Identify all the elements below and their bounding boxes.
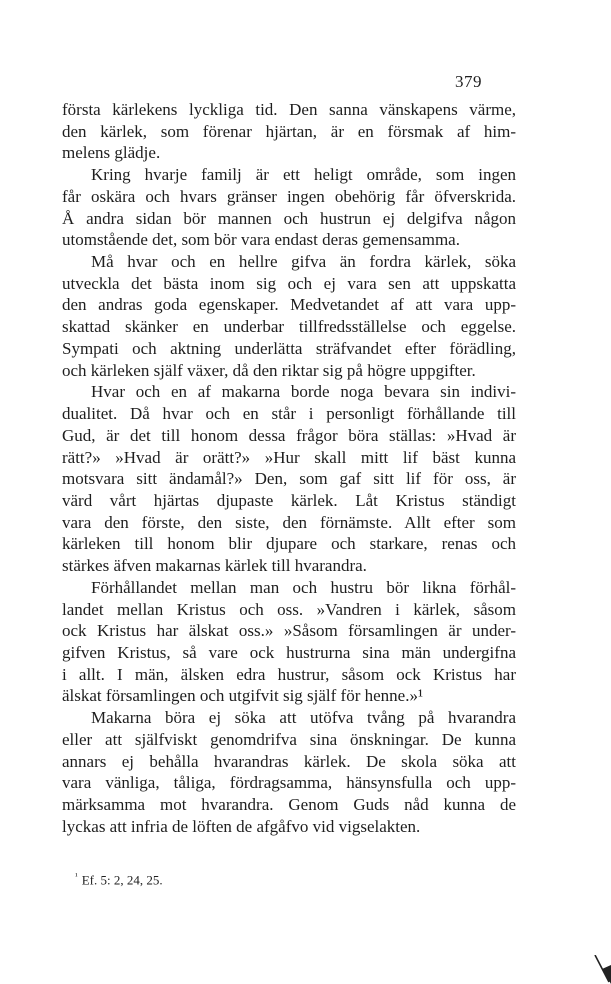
text-line: lyckas att infria de löften de afgåfvo vid vigselakten. (62, 816, 421, 836)
footnote-text: Ef. 5: 2, 24, 25. (81, 872, 163, 888)
text-line: Gud, är det till honom dessa frågor böra ställas: »Hvad är (62, 425, 516, 445)
text-line: Hvar och en af makarna borde noga bevara sin indivi- (91, 382, 516, 402)
scan-edge-fill (602, 965, 611, 984)
text-line: märksamma mot hvarandra. Genom Guds nåd kunna de (62, 795, 516, 814)
text-line: vara den förste, den siste, den förnämste. Allt efter som (62, 512, 516, 532)
text-line: Sympati och aktning underlätta sträfvandet efter förädling, (62, 338, 516, 358)
text-line: Makarna böra ej söka att utöfva tvång på hvarandra (91, 708, 516, 728)
text-line: melens glädje. (62, 143, 161, 163)
text-line: älskat församlingen och utgifvit sig själf för henne.»¹ (62, 686, 424, 706)
text-line: i allt. I män, älsken edra hustrur, såsom ock Kristus har (62, 664, 516, 684)
page-number: 379 (455, 72, 482, 91)
text-line: och kärleken själf växer, då den riktar sig på högre uppgifter. (62, 360, 476, 380)
text-line: vara vänliga, tåliga, fördragsamma, hänsynsfulla och upp- (62, 773, 516, 793)
text-line: får oskära och hvars gränser ingen obehörig får öfverskrida. (62, 186, 516, 206)
footnote-mark: ¹ (75, 871, 78, 881)
text-line: Å andra sidan bör mannen och hustrun ej delgifva någon (62, 208, 516, 228)
text-line: motsvara sitt ändamål?» Den, som gaf sitt lif för oss, är (62, 469, 516, 489)
text-line: rätt?» »Hvad är orätt?» »Hur skall mitt lif bäst kunna (62, 447, 516, 467)
text-line: utveckla det bästa inom sig och ej vara sen att uppskatta (62, 273, 516, 293)
text-line: stärkes äfven makarnas kärlek till hvarandra. (62, 556, 367, 576)
text-line: utomstående det, som bör vara endast deras gemensamma. (62, 230, 460, 250)
text-line: ock Kristus har älskat oss.» »Såsom församlingen är under- (62, 621, 516, 641)
text-body (62, 99, 516, 837)
footnote (75, 871, 163, 888)
text-line: Må hvar och en hellre gifva än fordra kärlek, söka (91, 252, 516, 272)
text-line: den kärlek, som förenar hjärtan, är en försmak af him- (62, 121, 516, 141)
text-line: Förhållandet mellan man och hustru bör likna förhål- (91, 577, 516, 597)
text-line: landet mellan Kristus och oss. »Vandren i kärlek, såsom (62, 599, 516, 619)
text-line: den andras goda egenskaper. Medvetandet af att vara upp- (62, 295, 516, 315)
text-line: skattad skänker en underbar tillfredsställelse och eggelse. (62, 317, 516, 337)
text-line: Kring hvarje familj är ett heligt område, som ingen (91, 165, 516, 185)
text-line: första kärlekens lyckliga tid. Den sanna vänskapens värme, (62, 100, 516, 119)
text-line: värd vårt hjärtas djupaste kärlek. Låt Kristus ständigt (62, 490, 516, 510)
scan-edge-mark (593, 955, 611, 984)
text-line: dualitet. Då hvar och en står i personligt förhållande till (62, 404, 516, 424)
text-line: annars ej behålla hvarandras kärlek. De skola söka att (62, 751, 516, 771)
text-line: eller att själfviskt genomdrifva sina önskningar. De kunna (62, 729, 516, 749)
text-line: gifven Kristus, så vare ock hustrurna sina män undergifna (62, 642, 516, 662)
text-line: kärleken till honom blir djupare och starkare, renas och (62, 534, 516, 554)
